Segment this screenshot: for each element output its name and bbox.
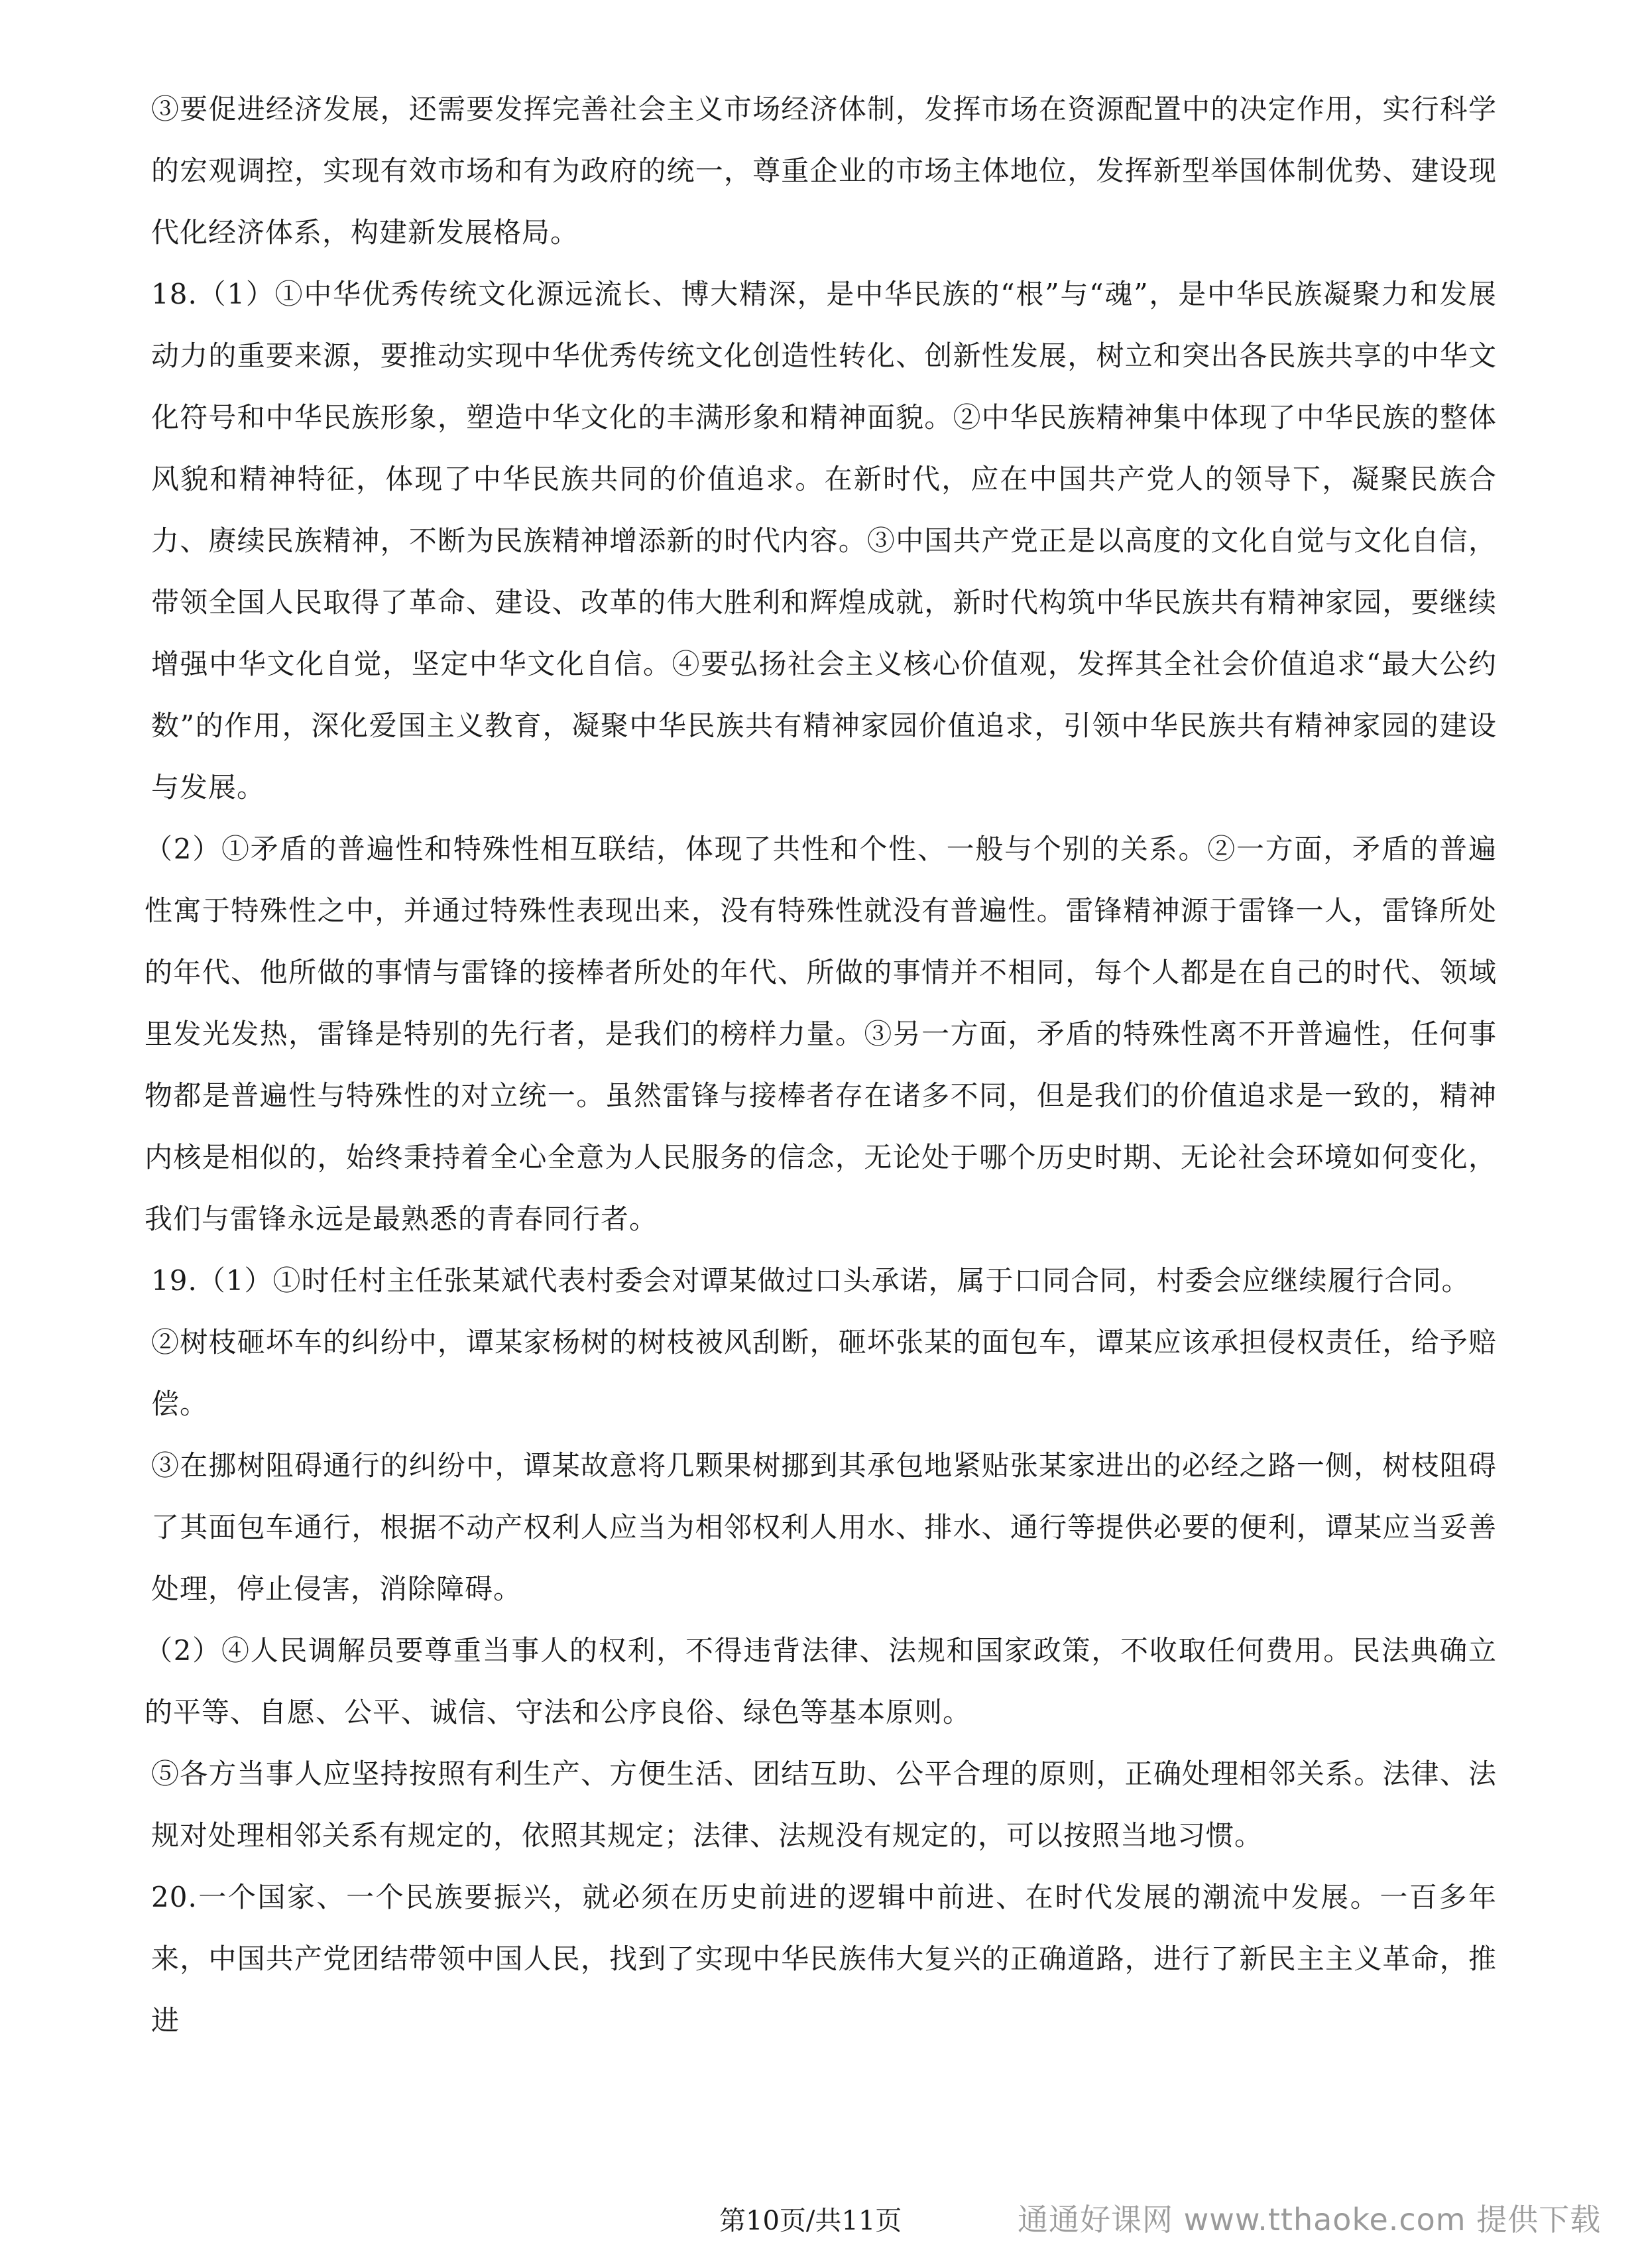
paragraph-q18-part2: （2）①矛盾的普遍性和特殊性相互联结，体现了共性和个性、一般与个别的关系。②一方面，矛盾的普遍性寓于特殊性之中，并通过特殊性表现出来，没有特殊性就没有普遍性。雷锋精神源于雷锋一人，雷锋所处的年代、他所做的事情与雷锋的接棒者所处的年代、所做的事情并不相同，每个人都是在自己的时代、领域里发光发热，雷锋是特别的先行者，是我们的榜样力量。③另一方面，矛盾的特殊性离不开普遍性，任何事物都是普遍性与特殊性的对立统一。虽然雷锋与接棒者存在诸多不同，但是我们的价值追求是一致的，精神内核是相似的，始终秉持着全心全意为人民服务的信念，无论处于哪个历史时期、无论社会环境如何变化，我们与雷锋永远是最熟悉的青春同行者。 (145, 833, 1497, 1235)
page-footer (0, 2188, 1644, 2241)
paragraph-q18-part1: 18.（1）①中华优秀传统文化源远流长、博大精深，是中华民族的“根”与“魂”，是中华民族凝聚力和发展动力的重要来源，要推动实现中华优秀传统文化创造性转化、创新性发展，树立和突出各民族共享的中华文化符号和中华民族形象，塑造中华文化的丰满形象和精神面貌。②中华民族精神集中体现了中华民族的整体风貌和精神特征，体现了中华民族共同的价值追求。在新时代，应在中国共产党人的领导下，凝聚民族合力、赓续民族精神，不断为民族精神增添新的时代内容。③中国共产党正是以高度的文化自觉与文化自信，带领全国人民取得了革命、建设、改革的伟大胜利和辉煌成就，新时代构筑中华民族共有精神家园，要继续增强中华文化自觉，坚定中华文化自信。④要弘扬社会主义核心价值观，发挥其全社会价值追求“最大公约数”的作用，深化爱国主义教育，凝聚中华民族共有精神家园价值追求，引领中华民族共有精神家园的建设与发展。 (151, 278, 1497, 804)
paragraph-q20: 20.一个国家、一个民族要振兴，就必须在历史前进的逻辑中前进、在时代发展的潮流中发展。一百多年来，中国共产党团结带领中国人民，找到了实现中华民族伟大复兴的正确道路，进行了新民主主义革命，推进 (151, 1881, 1497, 2037)
paragraph-q19-part2-point4: （2）④人民调解员要尊重当事人的权利，不得违背法律、法规和国家政策，不收取任何费用。民法典确立的平等、自愿、公平、诚信、守法和公序良俗、绿色等基本原则。 (145, 1634, 1497, 1728)
watermark-text: 通通好课网 www.tthaoke.com 提供下载 (1018, 2202, 1602, 2238)
paragraph-q19-part1-point1: 19.（1）①时任村主任张某斌代表村委会对谭某做过口头承诺，属于口同合同，村委会应继续履行合同。 (151, 1264, 1470, 1297)
paragraph-q19-part2-point5: ⑤各方当事人应坚持按照有利生产、方便生活、团结互助、公平合理的原则，正确处理相邻关系。法律、法规对处理相邻关系有规定的，依照其规定；法律、法规没有规定的，可以按照当地习惯。 (151, 1758, 1497, 1852)
document-body (145, 78, 1497, 2051)
page-number: 第10页/共11页 (719, 2206, 902, 2236)
paragraph-q17-point3: ③要促进经济发展，还需要发挥完善社会主义市场经济体制，发挥市场在资源配置中的决定作用，实行科学的宏观调控，实现有效市场和有为政府的统一，尊重企业的市场主体地位，发挥新型举国体制优势、建设现代化经济体系，构建新发展格局。 (151, 93, 1497, 249)
paragraph-q19-part1-point3: ③在挪树阻碍通行的纠纷中，谭某故意将几颗果树挪到其承包地紧贴张某家进出的必经之路一侧，树枝阻碍了其面包车通行，根据不动产权利人应当为相邻权利人用水、排水、通行等提供必要的便利，谭某应当妥善处理，停止侵害，消除障碍。 (151, 1449, 1497, 1605)
paragraph-q19-part1-point2: ②树枝砸坏车的纠纷中，谭某家杨树的树枝被风刮断，砸坏张某的面包车，谭某应该承担侵权责任，给予赔偿。 (151, 1326, 1497, 1420)
